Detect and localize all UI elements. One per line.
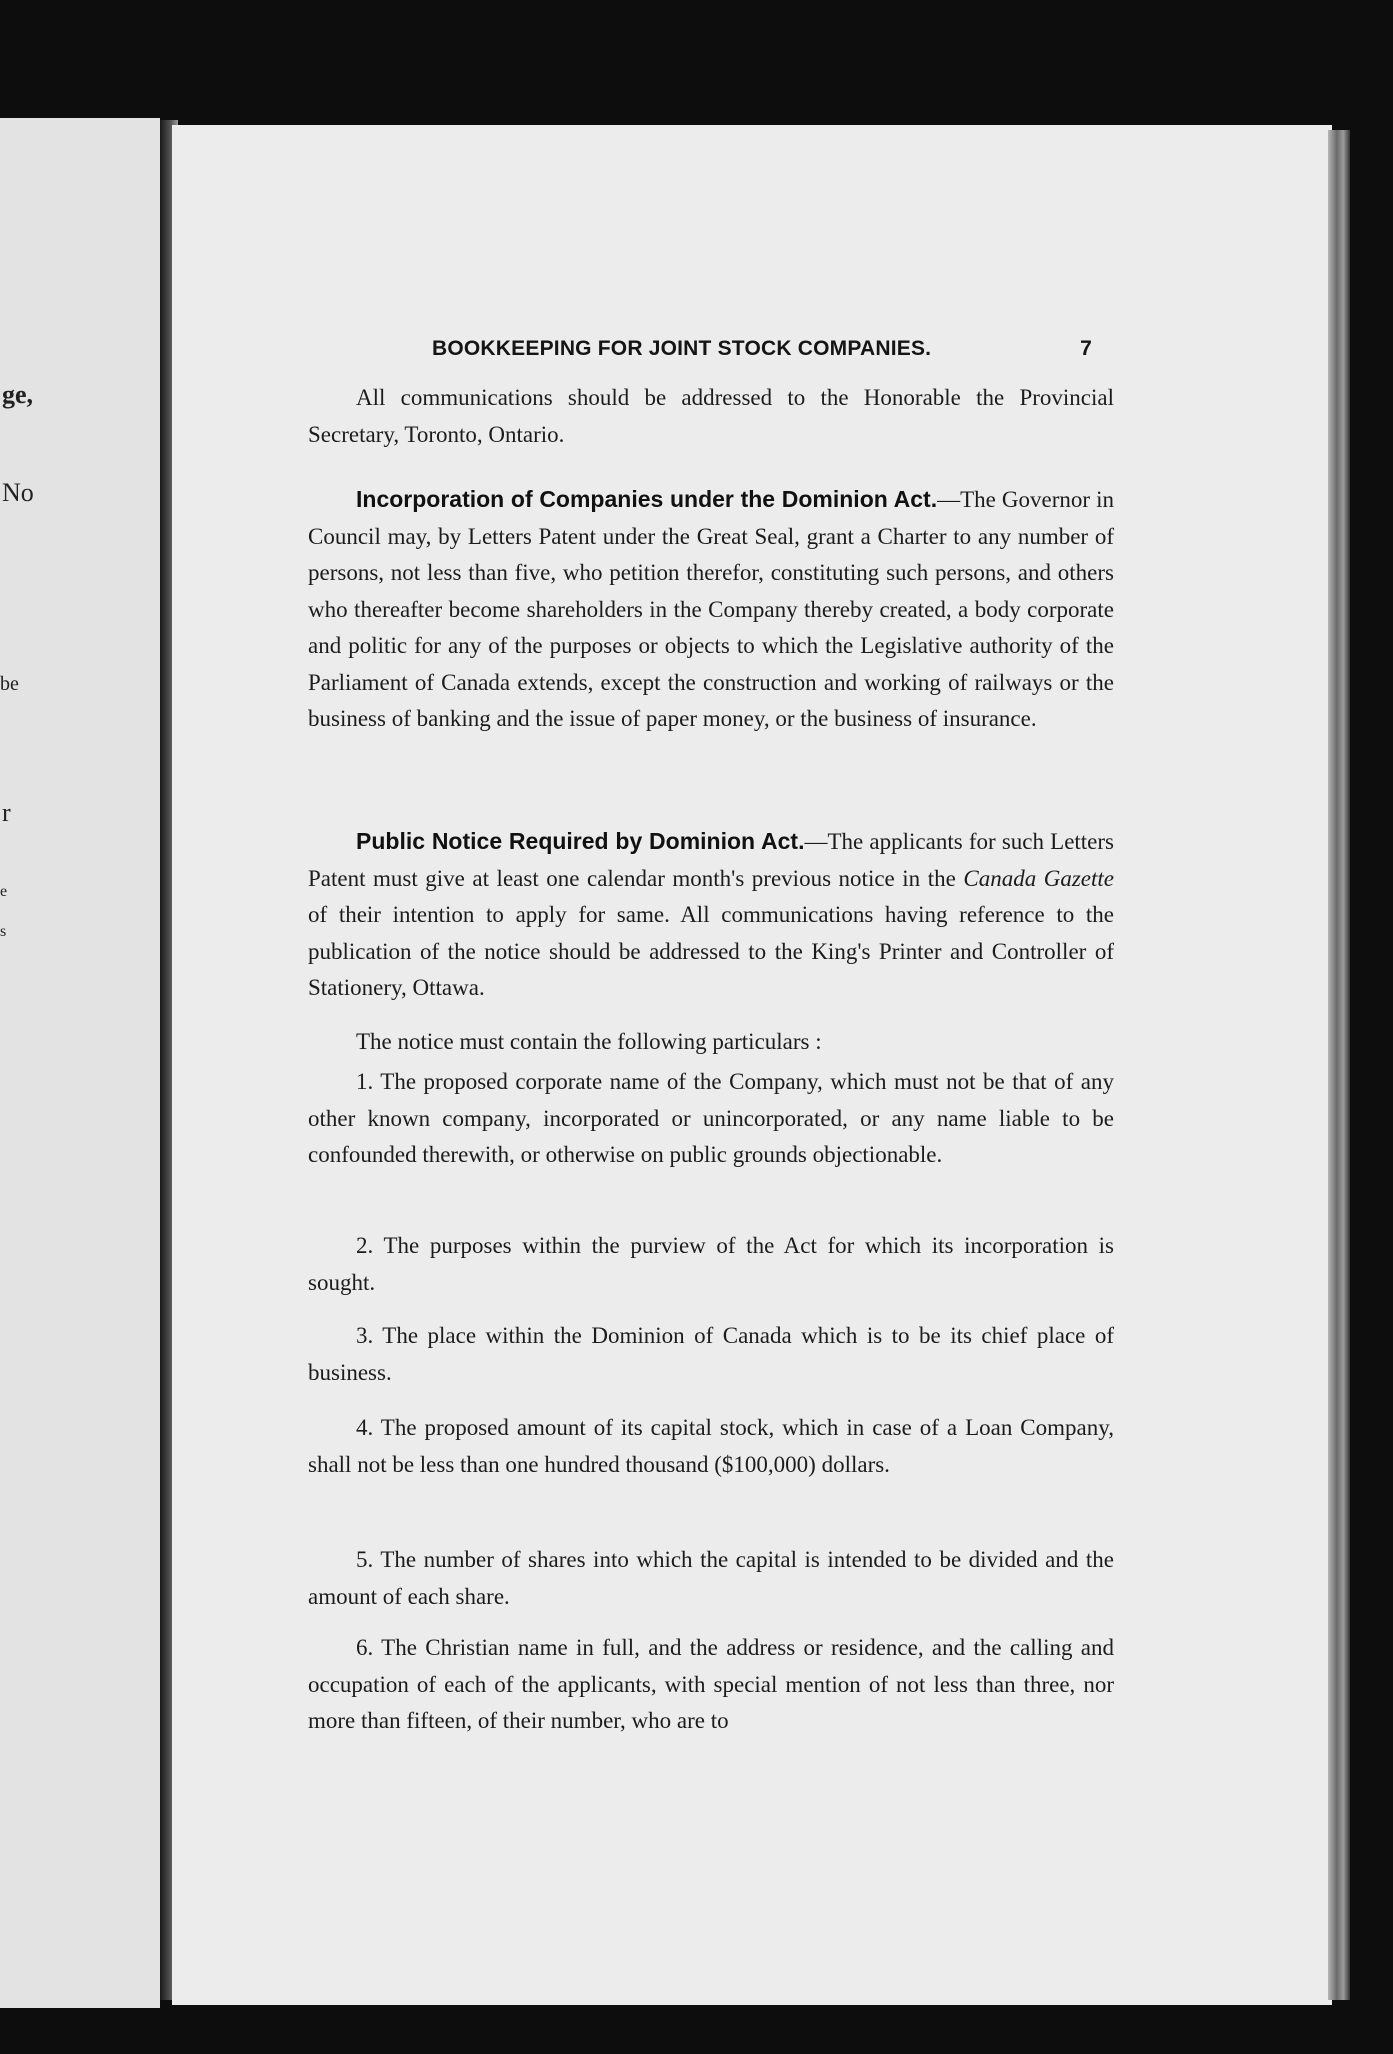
- facing-page-fragment: ge,: [2, 380, 34, 409]
- running-header: [432, 337, 1092, 361]
- list-item-5: 5. The number of shares into which the capital is intended to be divided and the amount of each share.: [308, 1547, 1114, 1609]
- running-header-title: BOOKKEEPING FOR JOINT STOCK COMPANIES.: [432, 337, 932, 360]
- facing-page-fragment: s: [0, 923, 7, 940]
- list-item-6: 6. The Christian name in full, and the address or residence, and the calling and occupation of each of the applicants, with special mention of not less than three, nor more than fifteen, of their number, who are to: [308, 1635, 1114, 1733]
- list-item-2: 2. The purposes within the purview of the Act for which its incorporation is sought.: [308, 1233, 1114, 1295]
- paragraph-incorporation: [308, 481, 1114, 738]
- facing-page-fragment: e: [0, 883, 8, 900]
- facing-page-fragment: be: [0, 673, 19, 695]
- list-item-3: 3. The place within the Dominion of Canada which is to be its chief place of business.: [308, 1323, 1114, 1385]
- publication-name: Canada Gazette: [963, 865, 1114, 891]
- section-heading-incorporation: Incorporation of Companies under the Dominion Act.: [356, 486, 938, 512]
- list-item-1: 1. The proposed corporate name of the Company, which must not be that of any other known company, incorporated or unincorporated, or any name liable to be confounded therewith, or otherwise on public grounds objectionable.: [308, 1069, 1114, 1167]
- facing-page-fragment: No: [2, 478, 34, 507]
- facing-page-fragment: r: [2, 798, 11, 827]
- paragraph-communications: All communications should be addressed to the Honorable the Provincial Secretary, Toronto, Ontario.: [308, 385, 1114, 447]
- section-heading-public-notice: Public Notice Required by Dominion Act.: [356, 828, 805, 854]
- paragraph-incorporation-body: —The Governor in Council may, by Letters Patent under the Great Seal, grant a Charter to any number of persons, not less than five, who petition therefor, constituting such persons, and others who thereafter become shareholders in the Company thereby created, a body corporate and politic for any of the purposes or objects to which the Legislative authority of the Parliament of Canada extends, except the construction and working of railways or the business of banking and the issue of paper money, or the business of insurance.: [308, 487, 1114, 731]
- paragraph-public-notice-body: —The applicants for such Letters Patent must give at least one calendar month's previous notice in the: [308, 829, 1114, 891]
- page-number: 7: [1080, 337, 1092, 360]
- page-edge: [1328, 130, 1350, 2000]
- facing-page: [0, 118, 160, 2008]
- paragraph-particulars-intro: The notice must contain the following particulars :: [356, 1029, 822, 1054]
- paragraph-public-notice-body-cont: of their intention to apply for same. All communications having reference to the publication of the notice should be addressed to the King's Printer and Controller of Stationery, Ottawa.: [308, 902, 1114, 1000]
- list-item-4: 4. The proposed amount of its capital stock, which in case of a Loan Company, shall not be less than one hundred thousand ($100,000) dollars.: [308, 1415, 1114, 1477]
- paragraph-public-notice: [308, 823, 1114, 1007]
